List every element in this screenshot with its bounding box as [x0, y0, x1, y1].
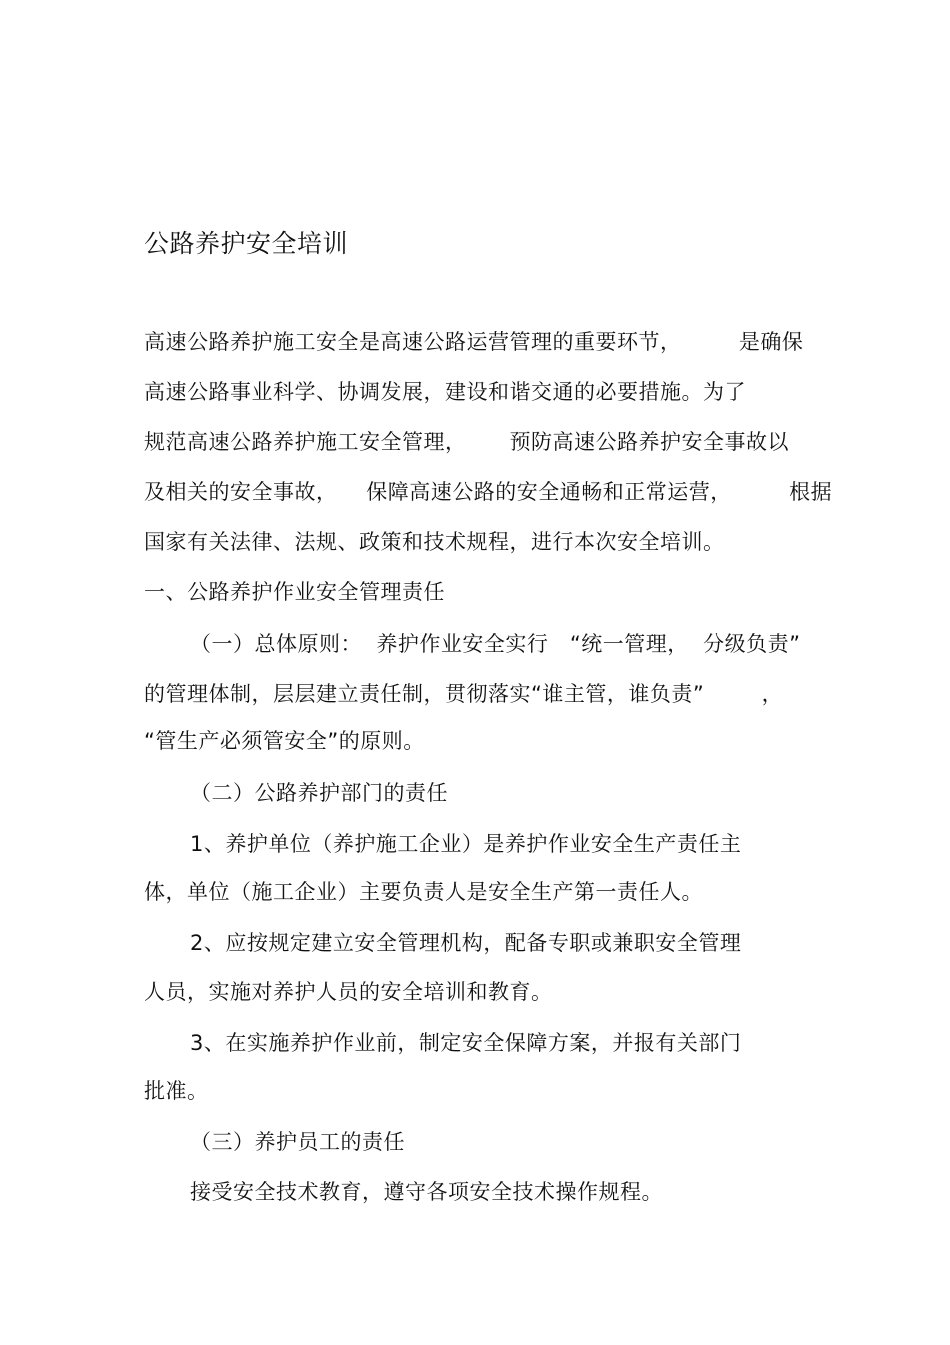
body-line: 及相关的安全事故， 保障高速公路的安全通畅和正常运营， 根据 — [144, 480, 833, 504]
body-line: 接受安全技术教育，遵守各项安全技术操作规程。 — [190, 1180, 663, 1204]
body-line: 的管理体制，层层建立责任制，贯彻落实“谁主管，谁负责” ， — [144, 682, 784, 706]
body-line: 规范高速公路养护施工安全管理， 预防高速公路养护安全事故以 — [144, 430, 790, 454]
document-title: 公路养护安全培训 — [144, 229, 349, 258]
section-heading: 一、公路养护作业安全管理责任 — [144, 580, 445, 604]
body-line: 批准。 — [144, 1079, 209, 1103]
body-line: （一）总体原则： 养护作业安全实行 “统一管理， 分级负责” — [190, 632, 801, 656]
body-line: 高速公路养护施工安全是高速公路运营管理的重要环节， 是确保 — [144, 330, 804, 354]
body-line: 人员，实施对养护人员的安全培训和教育。 — [144, 980, 553, 1004]
body-line: 2、应按规定建立安全管理机构，配备专职或兼职安全管理 — [190, 931, 742, 955]
body-line: 国家有关法律、法规、政策和技术规程，进行本次安全培训。 — [144, 530, 725, 554]
body-line: “管生产必须管安全”的原则。 — [144, 729, 425, 753]
body-line: 1、养护单位（养护施工企业）是养护作业安全生产责任主 — [190, 832, 742, 856]
subsection-heading: （三）养护员工的责任 — [190, 1130, 405, 1154]
body-line: 高速公路事业科学、协调发展，建设和谐交通的必要措施。为了 — [144, 380, 746, 404]
subsection-heading: （二）公路养护部门的责任 — [190, 781, 448, 805]
body-line: 3、在实施养护作业前，制定安全保障方案，并报有关部门 — [190, 1031, 742, 1055]
body-line: 体，单位（施工企业）主要负责人是安全生产第一责任人。 — [144, 880, 703, 904]
